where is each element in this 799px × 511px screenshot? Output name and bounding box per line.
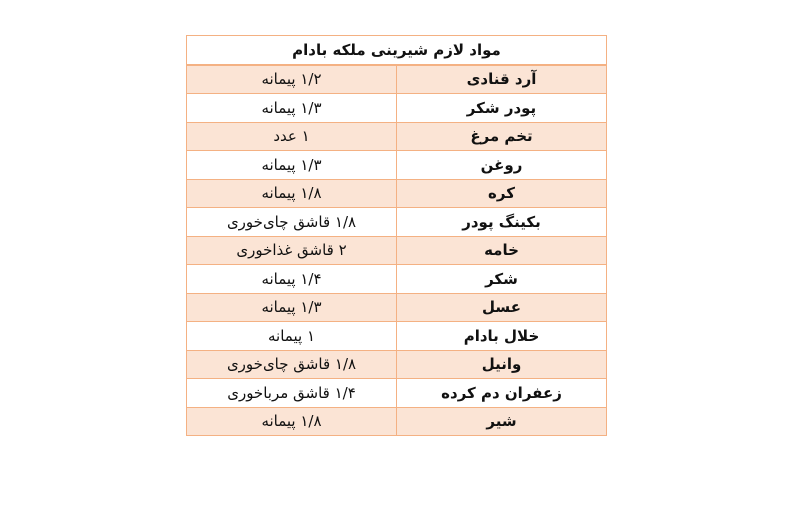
table-row [187, 94, 607, 123]
table-row [187, 379, 607, 408]
table-row [187, 265, 607, 294]
ingredient-amount: ۱/۸ قاشق چای‌خوری [187, 350, 397, 379]
ingredient-name: آرد قنادی [397, 65, 607, 94]
ingredient-name: شکر [397, 265, 607, 294]
table-title: مواد لازم شیرینی ملکه بادام [187, 36, 607, 65]
table-row [187, 407, 607, 436]
ingredient-name: روغن [397, 151, 607, 180]
ingredient-amount: ۱/۸ قاشق چای‌خوری [187, 208, 397, 237]
ingredient-amount: ۱ عدد [187, 122, 397, 151]
ingredient-amount: ۱/۴ قاشق مرباخوری [187, 379, 397, 408]
ingredient-amount: ۱/۳ پیمانه [187, 293, 397, 322]
ingredient-amount: ۱/۲ پیمانه [187, 65, 397, 94]
ingredients-table [186, 35, 607, 436]
ingredient-name: زعفران دم کرده [397, 379, 607, 408]
ingredient-amount: ۱ پیمانه [187, 322, 397, 351]
ingredient-amount: ۱/۸ پیمانه [187, 407, 397, 436]
table-row [187, 65, 607, 94]
ingredient-amount: ۲ قاشق غذاخوری [187, 236, 397, 265]
table-row [187, 179, 607, 208]
ingredient-amount: ۱/۴ پیمانه [187, 265, 397, 294]
table-row [187, 293, 607, 322]
table-header-row [187, 36, 607, 65]
ingredient-amount: ۱/۳ پیمانه [187, 151, 397, 180]
table-row [187, 350, 607, 379]
ingredient-name: شیر [397, 407, 607, 436]
ingredient-name: تخم مرغ [397, 122, 607, 151]
table-row [187, 122, 607, 151]
ingredient-name: عسل [397, 293, 607, 322]
ingredient-name: وانیل [397, 350, 607, 379]
table-row [187, 322, 607, 351]
ingredient-name: کره [397, 179, 607, 208]
ingredient-amount: ۱/۸ پیمانه [187, 179, 397, 208]
table-row [187, 151, 607, 180]
ingredient-name: خامه [397, 236, 607, 265]
ingredient-name: پودر شکر [397, 94, 607, 123]
ingredient-name: خلال بادام [397, 322, 607, 351]
ingredient-amount: ۱/۳ پیمانه [187, 94, 397, 123]
table-row [187, 208, 607, 237]
ingredient-name: بکینگ پودر [397, 208, 607, 237]
table-row [187, 236, 607, 265]
